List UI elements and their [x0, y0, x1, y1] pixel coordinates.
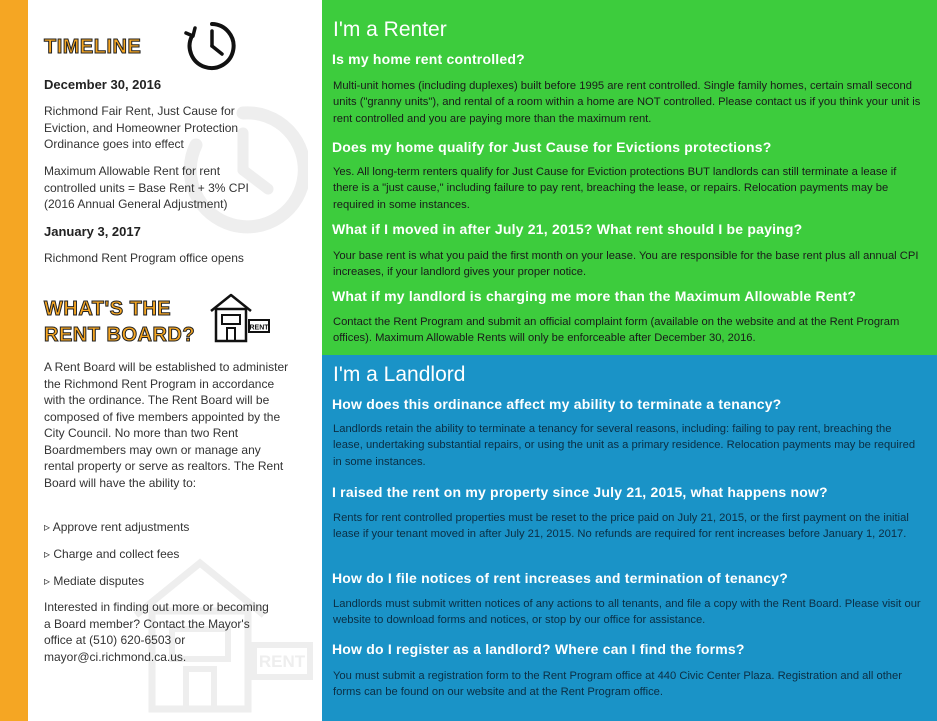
landlord-answer-3: Landlords must submit written notices of any actions to all tenants, and file a copy with the Rent Board. Please visit our website to download forms and notices, or stop by our office for assistance. — [333, 598, 921, 627]
rent-board-bullet-1: ▹ Approve rent adjustments — [44, 520, 190, 534]
renter-answer-2: Yes. All long-term renters qualify for Just Cause for Eviction protections BUT landlords can still terminate a lease if there is a "just cause," including failure to pay rent, breaching the lease, or repairs. Relocation payments may be required in some instances. — [333, 166, 897, 211]
landlord-question-4: How do I register as a landlord? Where can I find the forms? — [332, 641, 745, 657]
rent-board-bullet-3: ▹ Mediate disputes — [44, 574, 145, 588]
landlord-question-3: How do I file notices of rent increases and termination of tenancy? — [332, 570, 789, 586]
renter-question-2: Does my home qualify for Just Cause for Evictions protections? — [332, 139, 772, 155]
landlord-answer-2: Rents for rent controlled properties must be reset to the price paid on July 21, 2015, or the first payment on the initial lease if your tenant moved in after July 21, 2015. No refunds are required for rent increases before January 1, 2017. — [333, 512, 909, 541]
rent-board-title: WHAT'S THE RENT BOARD? — [44, 298, 196, 346]
renter-answer-1: Multi-unit homes (including duplexes) built before 1995 are rent controlled. Single family homes, certain small second units ("granny units"), and rental of a room within a home are NOT controlled. Please contact us if you think your unit is rent controlled and you are paying more than the maximum rent. — [333, 80, 921, 125]
rent-board-contact: Interested in finding out more or becoming a Board member? Contact the Mayor's office at (510) 620-6503 or mayor@ci.richmond.ca.us. — [44, 600, 269, 664]
landlord-question-1: How does this ordinance affect my ability to terminate a tenancy? — [332, 396, 782, 412]
renter-answer-4: Contact the Rent Program and submit an official complaint form (available on the website and at the Rent Program offices). Maximum Allowable Rents will only be enforceable after December 30, 2016. — [333, 316, 900, 345]
renter-question-1: Is my home rent controlled? — [332, 51, 525, 67]
timeline-text-1: Richmond Fair Rent, Just Cause for Eviction, and Homeowner Protection Ordinance goes into effect — [44, 104, 239, 151]
orange-accent-bar — [0, 0, 28, 721]
landlord-title: I'm a Landlord — [333, 363, 466, 386]
clock-icon — [184, 20, 240, 72]
renter-question-3: What if I moved in after July 21, 2015? What rent should I be paying? — [332, 221, 803, 237]
house-rent-sign: RENT — [249, 324, 269, 332]
landlord-section — [322, 355, 937, 721]
timeline-date-2: January 3, 2017 — [44, 224, 141, 239]
timeline-text-2: Maximum Allowable Rent for rent controlled units = Base Rent + 3% CPI (2016 Annual General Adjustment) — [44, 164, 249, 211]
timeline-text-3: Richmond Rent Program office opens — [44, 251, 244, 265]
renter-answer-3: Your base rent is what you paid the first month on your lease. You are responsible for the base rent plus all annual CPI increases, if your landlord gives your proper notice. — [333, 250, 919, 279]
renter-section — [322, 0, 937, 355]
watermark-rent-sign: RENT — [258, 652, 306, 671]
left-column — [28, 0, 322, 721]
landlord-question-2: I raised the rent on my property since July 21, 2015, what happens now? — [332, 484, 828, 500]
landlord-answer-4: You must submit a registration form to the Rent Program office at 440 Civic Center Plaza. Registration and all other forms can be found on our website and at the Rent Program office. — [333, 670, 902, 699]
timeline-title: TIMELINE — [44, 36, 142, 58]
rent-board-description: A Rent Board will be established to administer the Richmond Rent Program in accordance with the ordinance. The Rent Board will be composed of five members appointed by the City Council. No more than two Rent Boardmembers may own or manage any rental property or serve as realtors. The Rent Board will have the ability to: — [44, 360, 289, 490]
rent-board-bullet-2: ▹ Charge and collect fees — [44, 547, 180, 561]
renter-question-4: What if my landlord is charging me more than the Maximum Allowable Rent? — [332, 288, 857, 304]
house-rent-icon — [209, 292, 271, 344]
timeline-date-1: December 30, 2016 — [44, 77, 162, 92]
renter-title: I'm a Renter — [333, 18, 447, 41]
landlord-answer-1: Landlords retain the ability to terminate a tenancy for several reasons, including: failing to pay rent, breaching the lease, undertaking substantial repairs, or using the unit as a primary residence. Relocation payments may be required in some instances. — [333, 423, 916, 468]
